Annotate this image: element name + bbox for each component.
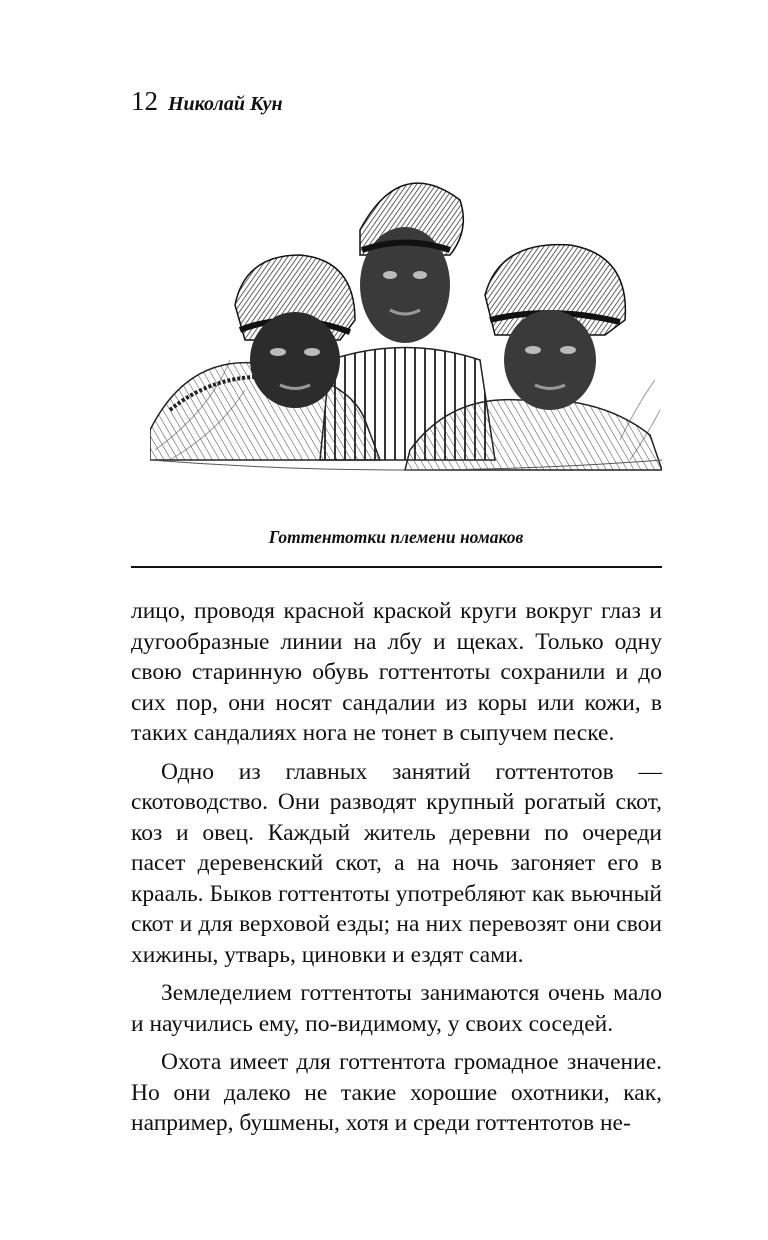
page-number: 12 — [131, 86, 158, 116]
engraving-three-women-icon — [150, 160, 662, 500]
running-header — [131, 86, 283, 117]
figure-caption: Готтентотки племени номаков — [268, 527, 524, 547]
paragraph: Земледелием готтентоты занимаются очень мало и научились ему, по-видимому, у своих соседей. — [131, 980, 662, 1037]
caption-divider — [131, 566, 662, 568]
paragraph: лицо, проводя красной краской круги вокруг глаз и дугообразные линии на лбу и щеках. Только одну свою старинную обувь готтентоты сохранили и до сих пор, они носят сандалии из коры или кожи, в таких сандалиях нога не тонет в сыпучем песке. — [131, 598, 662, 746]
paragraph: Одно из главных занятий готтентотов — скотоводство. Они разводят крупный рогатый скот, коз и овец. Каждый житель деревни по очереди пасет деревенский скот, а на ночь загоняет его в крааль. Быков готтентоты употребляют как вьючный скот и для верховой езды; на них перевозят они свои хижины, утварь, циновки и ездят сами. — [131, 758, 662, 968]
running-author: Николай Кун — [168, 93, 283, 115]
body-text — [131, 596, 662, 1147]
paragraph: Охота имеет для готтентота громадное значение. Но они далеко не такие хорошие охотники, как, например, бушмены, хотя и среди готтентотов не- — [131, 1049, 662, 1136]
